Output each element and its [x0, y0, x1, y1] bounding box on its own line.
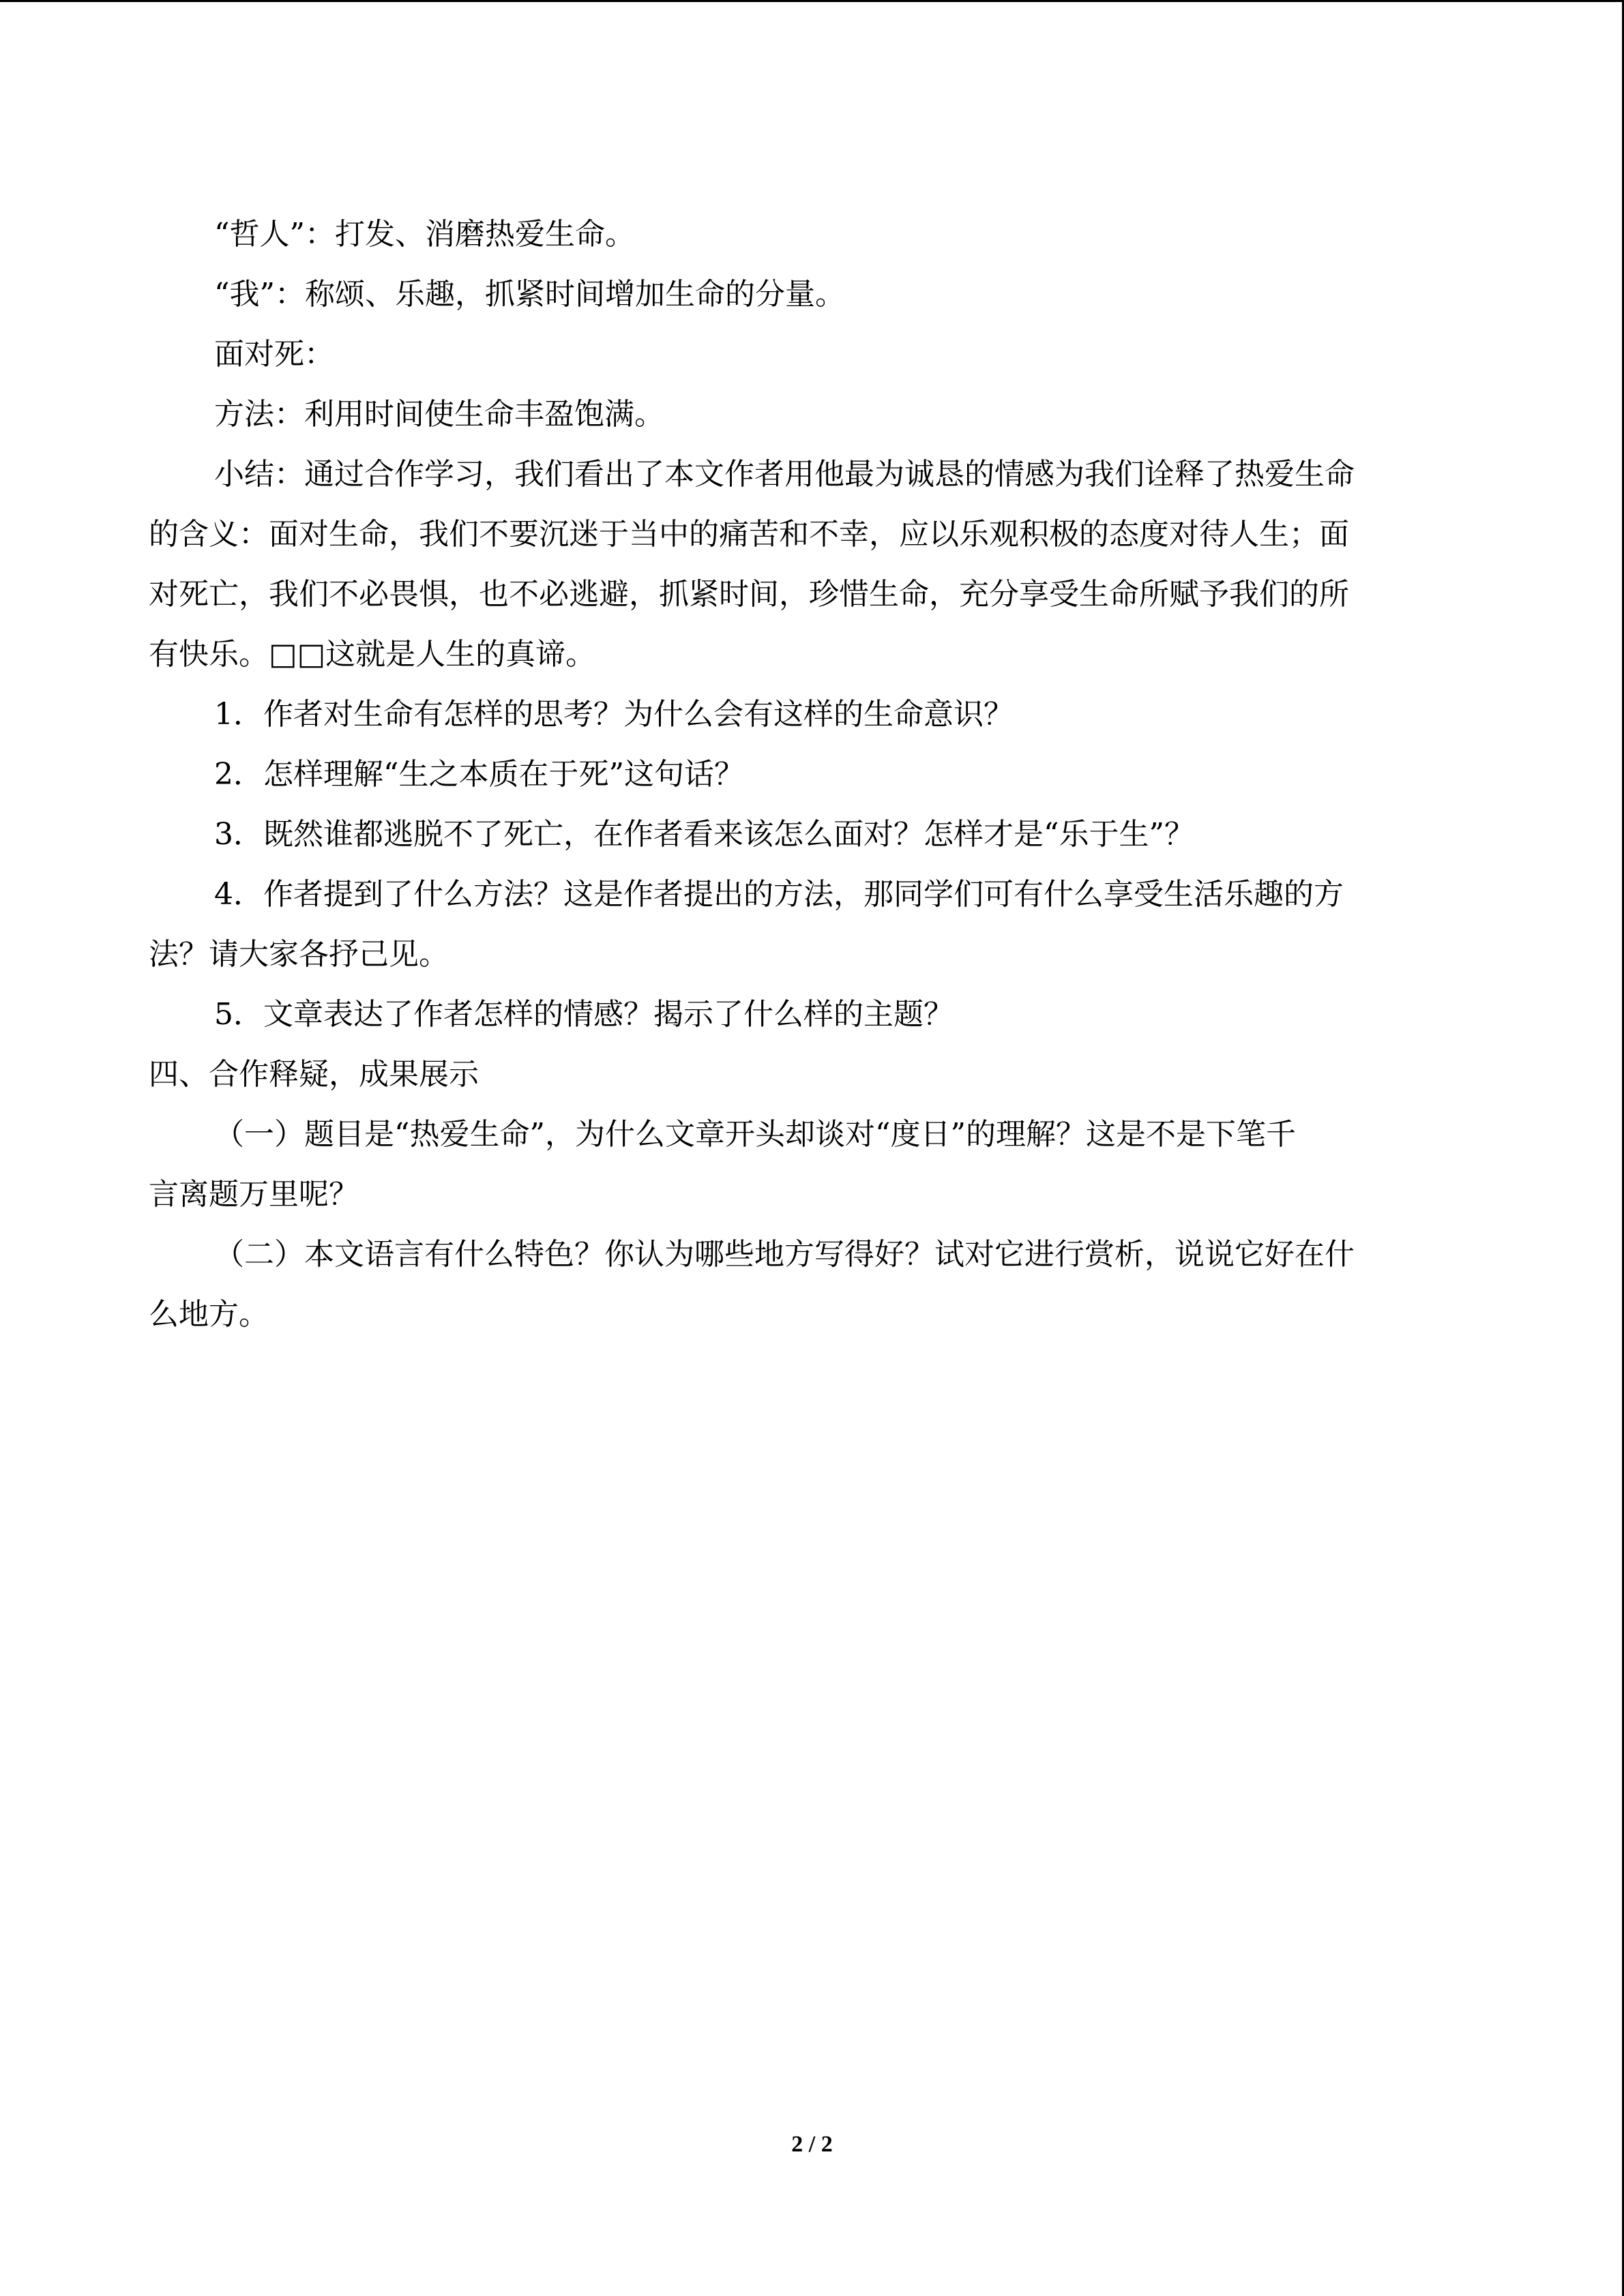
text-line-method: 方法：利用时间使生命丰盈饱满。	[214, 397, 664, 432]
discussion-1-line-2: 言离题万里呢？	[149, 1177, 359, 1212]
question-3: 3．既然谁都逃脱不了死亡，在作者看来该怎么面对？怎样才是“乐于生”？	[214, 817, 1194, 852]
text-line-wo: “我”：称颂、乐趣，抓紧时间增加生命的分量。	[214, 277, 845, 312]
summary-paragraph-line-1: 小结：通过合作学习，我们看出了本文作者用他最为诚恳的情感为我们诠释了热爱生命	[214, 457, 1355, 492]
discussion-1-line-1: （一）题目是“热爱生命”，为什么文章开头却谈对“度日”的理解？这是不是下笔千	[214, 1117, 1296, 1152]
document-body	[149, 205, 1458, 1345]
page-top-border	[0, 0, 1624, 2]
question-2: 2．怎样理解“生之本质在于死”这句话？	[214, 757, 744, 792]
text-line-face-death: 面对死：	[214, 337, 334, 372]
question-5: 5．文章表达了作者怎样的情感？揭示了什么样的主题？	[214, 997, 954, 1032]
section-heading-4: 四、合作释疑，成果展示	[149, 1057, 479, 1092]
question-4-line-1: 4．作者提到了什么方法？这是作者提出的方法，那同学们可有什么享受生活乐趣的方	[214, 877, 1344, 912]
question-4-line-2: 法？请大家各抒己见。	[149, 937, 449, 972]
summary-paragraph-line-3: 对死亡，我们不必畏惧，也不必逃避，抓紧时间，珍惜生命，充分享受生命所赋予我们的所	[149, 577, 1349, 612]
text-line-zheren: “哲人”：打发、消磨热爱生命。	[214, 217, 635, 252]
discussion-2-line-2: 么地方。	[149, 1297, 269, 1332]
discussion-2-line-1: （二）本文语言有什么特色？你认为哪些地方写得好？试对它进行赏析，说说它好在什	[214, 1237, 1355, 1272]
summary-paragraph-line-4: 有快乐。□□这就是人生的真谛。	[149, 637, 596, 672]
question-1: 1．作者对生命有怎样的思考？为什么会有这样的生命意识？	[214, 697, 1014, 732]
page-number: 2 / 2	[791, 2132, 833, 2157]
summary-paragraph-line-2: 的含义：面对生命，我们不要沉迷于当中的痛苦和不幸，应以乐观积极的态度对待人生；面	[149, 517, 1349, 552]
